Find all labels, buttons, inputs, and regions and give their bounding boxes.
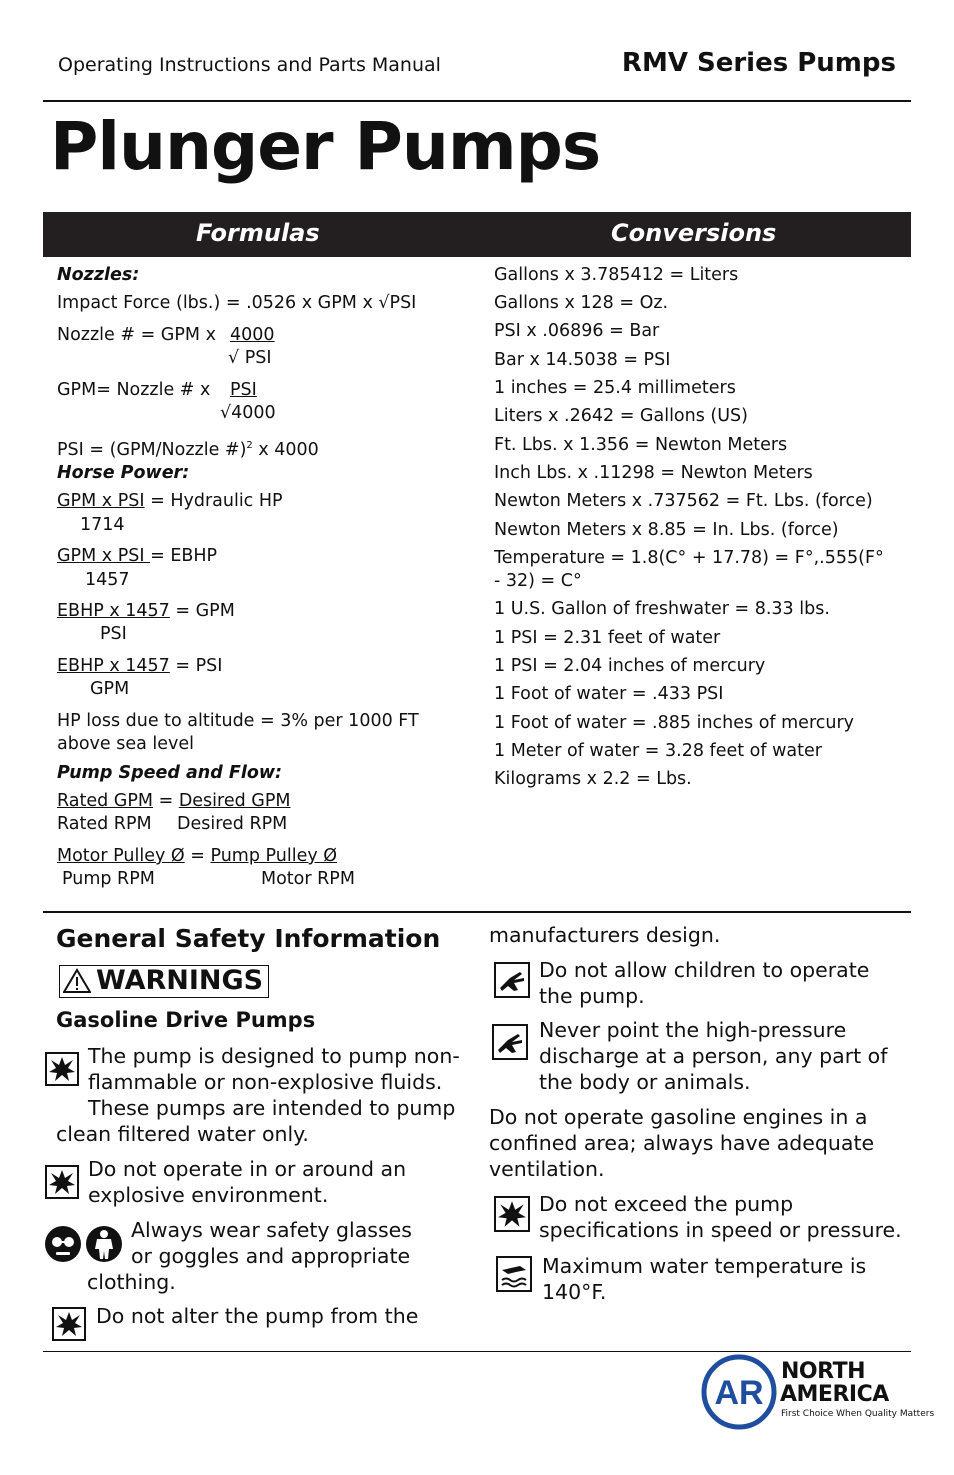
egpm-den: PSI <box>100 624 127 644</box>
conversion-item: 1 PSI = 2.31 feet of water <box>494 628 721 648</box>
safety-p4a: Do not alter the pump from the <box>96 1304 419 1328</box>
formula-pulley <box>57 845 337 868</box>
motor-pulley: Motor Pulley Ø <box>57 846 185 866</box>
manual-subtitle: Operating Instructions and Parts Manual <box>58 54 441 76</box>
formula-ebhp-psi <box>57 655 222 678</box>
conversion-item: Newton Meters x .737562 = Ft. Lbs. (force) <box>494 491 873 511</box>
formula-nozzle-num: 4000 <box>230 325 275 345</box>
egpm-num: EBHP x 1457 <box>57 601 170 621</box>
warnings-label: WARNINGS <box>96 965 264 996</box>
equals: = <box>153 791 179 811</box>
conversion-item: Temperature = 1.8(C° + 17.78) = F°,.555(F° <box>494 548 884 568</box>
conversions-heading: Conversions <box>611 219 777 247</box>
pump-pulley: Pump Pulley Ø <box>210 846 338 866</box>
ebhp-den: 1457 <box>85 570 130 590</box>
safety-p2b: explosive environment. <box>88 1183 329 1207</box>
warnings-box <box>59 965 269 998</box>
explosion-icon <box>494 1196 530 1232</box>
conversion-item: 1 inches = 25.4 millimeters <box>494 378 736 398</box>
egpm-rest: = GPM <box>169 601 235 621</box>
epsi-den: GPM <box>90 679 130 699</box>
altitude-line2: above sea level <box>57 734 195 754</box>
gasoline-heading: Gasoline Drive Pumps <box>56 1008 316 1032</box>
divider <box>43 100 911 102</box>
conversion-item: 1 PSI = 2.04 inches of mercury <box>494 656 766 676</box>
safety-heading: General Safety Information <box>56 924 441 953</box>
hhp-den: 1714 <box>80 515 125 535</box>
hhp-num: GPM x PSI <box>57 491 145 511</box>
conversion-item: Kilograms x 2.2 = Lbs. <box>494 769 692 789</box>
epsi-num: EBHP x 1457 <box>57 656 170 676</box>
conversion-item: 1 Foot of water = .885 inches of mercury <box>494 713 855 733</box>
formula-gpm-num: PSI <box>230 380 257 400</box>
formula-impact: Impact Force (lbs.) = .0526 x GPM x √PSI <box>57 293 417 313</box>
safety-r2c: the body or animals. <box>539 1070 751 1094</box>
conversion-item: Gallons x 128 = Oz. <box>494 293 669 313</box>
ebhp-num: GPM x PSI <box>57 546 151 566</box>
safety-r3a: Do not operate gasoline engines in a <box>489 1105 868 1129</box>
safety-r5b: 140°F. <box>542 1280 607 1304</box>
safety-r0: manufacturers design. <box>489 923 721 947</box>
altitude-line1: HP loss due to altitude = 3% per 1000 FT <box>57 711 419 731</box>
safety-p1d: clean filtered water only. <box>56 1122 309 1146</box>
motor-rpm: Motor RPM <box>261 869 355 889</box>
conversion-item: PSI x .06896 = Bar <box>494 321 660 341</box>
safety-r2a: Never point the high-pressure <box>539 1018 847 1042</box>
logo-line1: NORTH <box>781 1359 865 1384</box>
formula-nozzle-den: √ PSI <box>228 348 272 368</box>
conversion-item: - 32) = C° <box>494 571 582 591</box>
conversion-item: 1 Foot of water = .433 PSI <box>494 684 724 704</box>
formula-psi-a: PSI = (GPM/Nozzle #) <box>57 439 247 460</box>
formula-ebhp <box>57 545 217 568</box>
safety-r3c: ventilation. <box>489 1157 605 1181</box>
page-title: Plunger Pumps <box>50 108 601 185</box>
explosion-icon <box>45 1052 79 1086</box>
desired-rpm: Desired RPM <box>177 814 288 834</box>
epsi-rest: = PSI <box>169 656 223 676</box>
pump-speed-heading: Pump Speed and Flow: <box>57 763 283 783</box>
safety-p1a: The pump is designed to pump non- <box>88 1044 460 1068</box>
safety-r5a: Maximum water temperature is <box>542 1254 867 1278</box>
safety-r4a: Do not exceed the pump <box>539 1192 794 1216</box>
logo-line2: AMERICA <box>780 1382 889 1407</box>
safety-r2b: discharge at a person, any part of <box>539 1044 888 1068</box>
rated-rpm: Rated RPM <box>57 814 152 834</box>
safety-p3b: or goggles and appropriate <box>131 1244 411 1268</box>
formula-psi-b: x 4000 <box>258 439 319 460</box>
high-pressure-hand-icon <box>492 1024 528 1060</box>
conversion-item: Bar x 14.5038 = PSI <box>494 350 671 370</box>
formula-psi <box>57 434 319 462</box>
safety-r3b: confined area; always have adequate <box>489 1131 875 1155</box>
high-pressure-hand-icon <box>494 962 530 998</box>
safety-p1b: flammable or non-explosive fluids. <box>88 1070 443 1094</box>
safety-p3a: Always wear safety glasses <box>131 1218 412 1242</box>
series-title: RMV Series Pumps <box>621 48 896 78</box>
conversion-item: Gallons x 3.785412 = Liters <box>494 265 739 285</box>
safety-r1b: the pump. <box>539 984 645 1008</box>
explosion-icon <box>52 1307 86 1341</box>
logo-tagline: First Choice When Quality Matters <box>781 1409 935 1419</box>
formula-nozzle: Nozzle # = GPM x <box>57 325 216 345</box>
explosion-icon <box>45 1165 79 1199</box>
divider <box>43 1351 911 1352</box>
formula-rated-gpm <box>57 790 291 813</box>
conversion-item: 1 Meter of water = 3.28 feet of water <box>494 741 822 761</box>
protective-clothing-icon <box>85 1225 123 1263</box>
safety-p1c: These pumps are intended to pump <box>88 1096 456 1120</box>
hot-water-icon <box>496 1256 532 1292</box>
pump-rpm: Pump RPM <box>62 869 155 889</box>
warning-icon <box>63 968 91 994</box>
conversion-item: Inch Lbs. x .11298 = Newton Meters <box>494 463 813 483</box>
ar-logo-icon <box>701 1354 777 1430</box>
formula-ebhp-gpm <box>57 600 235 623</box>
formulas-heading: Formulas <box>196 219 320 247</box>
formula-gpm-den: √4000 <box>220 403 276 423</box>
hhp-rest: = Hydraulic HP <box>144 491 283 511</box>
divider <box>43 911 911 913</box>
conversion-item: Ft. Lbs. x 1.356 = Newton Meters <box>494 435 788 455</box>
conversion-item: Newton Meters x 8.85 = In. Lbs. (force) <box>494 520 839 540</box>
safety-p3c: clothing. <box>87 1270 176 1294</box>
safety-p2a: Do not operate in or around an <box>88 1157 407 1181</box>
desired-gpm: Desired GPM <box>178 791 291 811</box>
formula-gpm: GPM= Nozzle # x <box>57 380 211 400</box>
rated-gpm: Rated GPM <box>57 791 154 811</box>
equals: = <box>184 846 211 866</box>
nozzles-heading: Nozzles: <box>57 265 140 285</box>
formula-hydraulic-hp <box>57 490 283 513</box>
horse-power-heading: Horse Power: <box>57 463 190 483</box>
section-bar <box>43 212 911 257</box>
safety-glasses-icon <box>44 1225 82 1263</box>
formula-psi-sup: 2 <box>246 440 253 451</box>
brand-mark: AR <box>714 1374 764 1412</box>
conversion-item: 1 U.S. Gallon of freshwater = 8.33 lbs. <box>494 599 830 619</box>
safety-r4b: specifications in speed or pressure. <box>539 1218 902 1242</box>
ebhp-rest: = EBHP <box>150 546 218 566</box>
safety-r1a: Do not allow children to operate <box>539 958 870 982</box>
conversion-item: Liters x .2642 = Gallons (US) <box>494 406 748 426</box>
